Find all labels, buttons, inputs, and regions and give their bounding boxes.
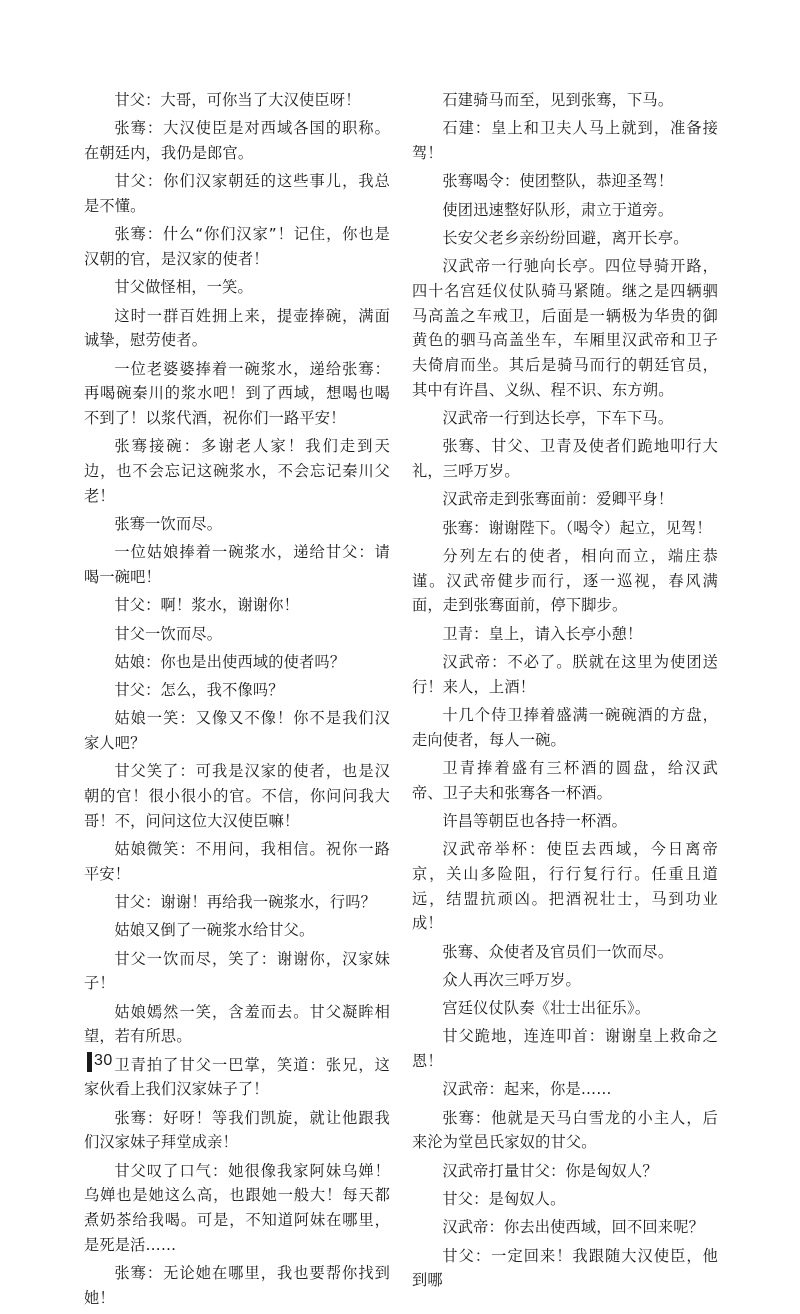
paragraph: 长安父老乡亲纷纷回避，离开长亭。 <box>442 228 689 247</box>
paragraph: 宫廷仪仗队奏《壮士出征乐》。 <box>442 999 651 1018</box>
paragraph: 众人再次三呼万岁。 <box>442 970 581 989</box>
paragraph: 甘父做怪相，一笑。 <box>114 278 253 297</box>
paragraph: 许昌等朝臣也各持一杯酒。 <box>442 811 628 830</box>
paragraph: 姑娘：你也是出使西域的使者吗？ <box>114 652 346 671</box>
paragraph: 汉武帝：不必了。朕就在这里为使团送行！来人，上酒！ <box>412 652 718 696</box>
paragraph: 汉武帝：你去出使西域，回不回来呢？ <box>442 1218 704 1237</box>
paragraph: 张骞、甘父、卫青及使者们跪地叩行大礼，三呼万岁。 <box>412 437 718 480</box>
paragraph: 甘父：啊！浆水，谢谢你！ <box>114 596 300 615</box>
paragraph: 这时一群百姓拥上来，提壶捧碗，满面诚挚，慰劳使者。 <box>84 306 390 350</box>
paragraph: 分列左右的使者，相向而立，端庄恭谨。汉武帝健步而行，逐一巡视，春风满面，走到张骞面前，停下脚步。 <box>412 546 718 615</box>
paragraph: 张骞、众使者及官员们一饮而尽。 <box>442 942 674 961</box>
paragraph: 甘父：你们汉家朝廷的这些事儿，我总是不懂。 <box>84 172 390 215</box>
paragraph: 姑娘嫣然一笑，含羞而去。甘父凝眸相望，若有所思。 <box>84 1002 390 1046</box>
paragraph: 使团迅速整好队形，肃立于道旁。 <box>442 200 674 219</box>
page-number-bar <box>87 1052 92 1072</box>
paragraph: 石建骑马而至，见到张骞，下马。 <box>442 91 674 109</box>
paragraph: 甘父：谢谢！再给我一碗浆水，行吗？ <box>114 893 376 912</box>
paragraph: 汉武帝一行驰向长亭。四位导骑开路，四十名宫廷仪仗队骑马紧随。继之是四辆驷马高盖之车戒卫，后面是一辆极为华贵的御黄色的驷马高盖坐车，车厢里汉武帝和卫子夫倚肩而坐。其后是骑马而行的朝廷官员，其中有许昌、义纵、程不识、东方朔。 <box>412 257 718 399</box>
paragraph: 卫青捧着盛有三杯酒的圆盘，给汉武帝、卫子夫和张骞各一杯酒。 <box>412 758 718 802</box>
paragraph: 汉武帝走到张骞面前：爱卿平身！ <box>442 490 674 509</box>
paragraph: 张骞：什么“你们汉家”！记住，你也是汉朝的官，是汉家的使者！ <box>84 225 390 268</box>
paragraph: 甘父一饮而尽。 <box>114 624 223 643</box>
paragraph: 张骞：谢谢陛下。（喝令）起立，见驾！ <box>442 518 712 537</box>
paragraph: 甘父叹了口气：她很像我家阿妹乌婵！乌婵也是她这么高，也跟她一般大！每天都煮奶茶给我喝。可是，不知道阿妹在哪里，是死是活…… <box>84 1161 390 1254</box>
paragraph: 张骞接碗：多谢老人家！我们走到天边，也不会忘记这碗浆水，不会忘记秦川父老！ <box>84 437 390 505</box>
paragraph: 甘父：怎么，我不像吗？ <box>114 681 284 700</box>
paragraph: 卫青：皇上，请入长亭小憩！ <box>442 624 643 643</box>
paragraph: 一位姑娘捧着一碗浆水，递给甘父：请喝一碗吧！ <box>84 543 390 586</box>
paragraph: 甘父一饮而尽，笑了：谢谢你，汉家妹子！ <box>84 949 390 993</box>
paragraph: 张骞：好呀！等我们凯旋，就让他跟我们汉家妹子拜堂成亲！ <box>84 1108 390 1152</box>
paragraph: 汉武帝打量甘父：你是匈奴人？ <box>442 1161 658 1180</box>
paragraph: 张骞：无论她在哪里，我也要帮你找到她！ <box>84 1264 390 1307</box>
paragraph: 甘父笑了：可我是汉家的使者，也是汉朝的官！很小很小的官。不信，你问问我大哥！不，问问这位大汉使臣嘛！ <box>84 762 390 830</box>
paragraph: 甘父跪地，连连叩首：谢谢皇上救命之恩！ <box>412 1027 718 1071</box>
paragraph: 张骞一饮而尽。 <box>114 515 223 533</box>
paragraph: 姑娘一笑：又像又不像！你不是我们汉家人吧？ <box>84 709 390 753</box>
left-column <box>84 88 390 1314</box>
paragraph: 十几个侍卫捧着盛满一碗碗酒的方盘，走向使者，每人一碗。 <box>412 705 718 749</box>
paragraph: 张骞：大汉使臣是对西域各国的职称。在朝廷内，我仍是郎官。 <box>84 119 390 162</box>
paragraph: 汉武帝一行到达长亭，下车下马。 <box>442 409 674 427</box>
paragraph: 姑娘微笑：不用问，我相信。祝你一路平安！ <box>84 840 390 883</box>
right-column <box>412 88 718 1297</box>
paragraph: 甘父：一定回来！我跟随大汉使臣，他到哪 <box>412 1246 718 1290</box>
paragraph: 一位老婆婆捧着一碗浆水，递给张骞：再喝碗秦川的浆水吧！到了西域，想喝也喝不到了！以浆代酒，祝你们一路平安！ <box>84 359 390 427</box>
paragraph: 甘父：大哥，可你当了大汉使臣呀！ <box>114 91 361 109</box>
paragraph: 汉武帝举杯：使臣去西域，今日离帝京，关山多险阻，行行复行行。任重且道远，结盟抗顽凶。把酒祝壮士，马到功业成！ <box>412 840 718 933</box>
page-number-badge <box>87 1052 117 1072</box>
paragraph: 甘父：是匈奴人。 <box>442 1190 566 1209</box>
paragraph: 汉武帝：起来，你是…… <box>442 1080 612 1099</box>
paragraph: 张骞喝令：使团整队，恭迎圣驾！ <box>442 172 674 191</box>
paragraph: 石建：皇上和卫夫人马上就到，准备接驾！ <box>412 119 718 162</box>
page-number: 30 <box>94 1052 113 1069</box>
paragraph: 卫青拍了甘父一巴掌，笑道：张兄，这家伙看上我们汉家妹子了！ <box>84 1055 390 1099</box>
paragraph: 姑娘又倒了一碗浆水给甘父。 <box>114 921 315 940</box>
paragraph: 张骞：他就是天马白雪龙的小主人，后来沦为堂邑氏家奴的甘父。 <box>412 1108 718 1152</box>
